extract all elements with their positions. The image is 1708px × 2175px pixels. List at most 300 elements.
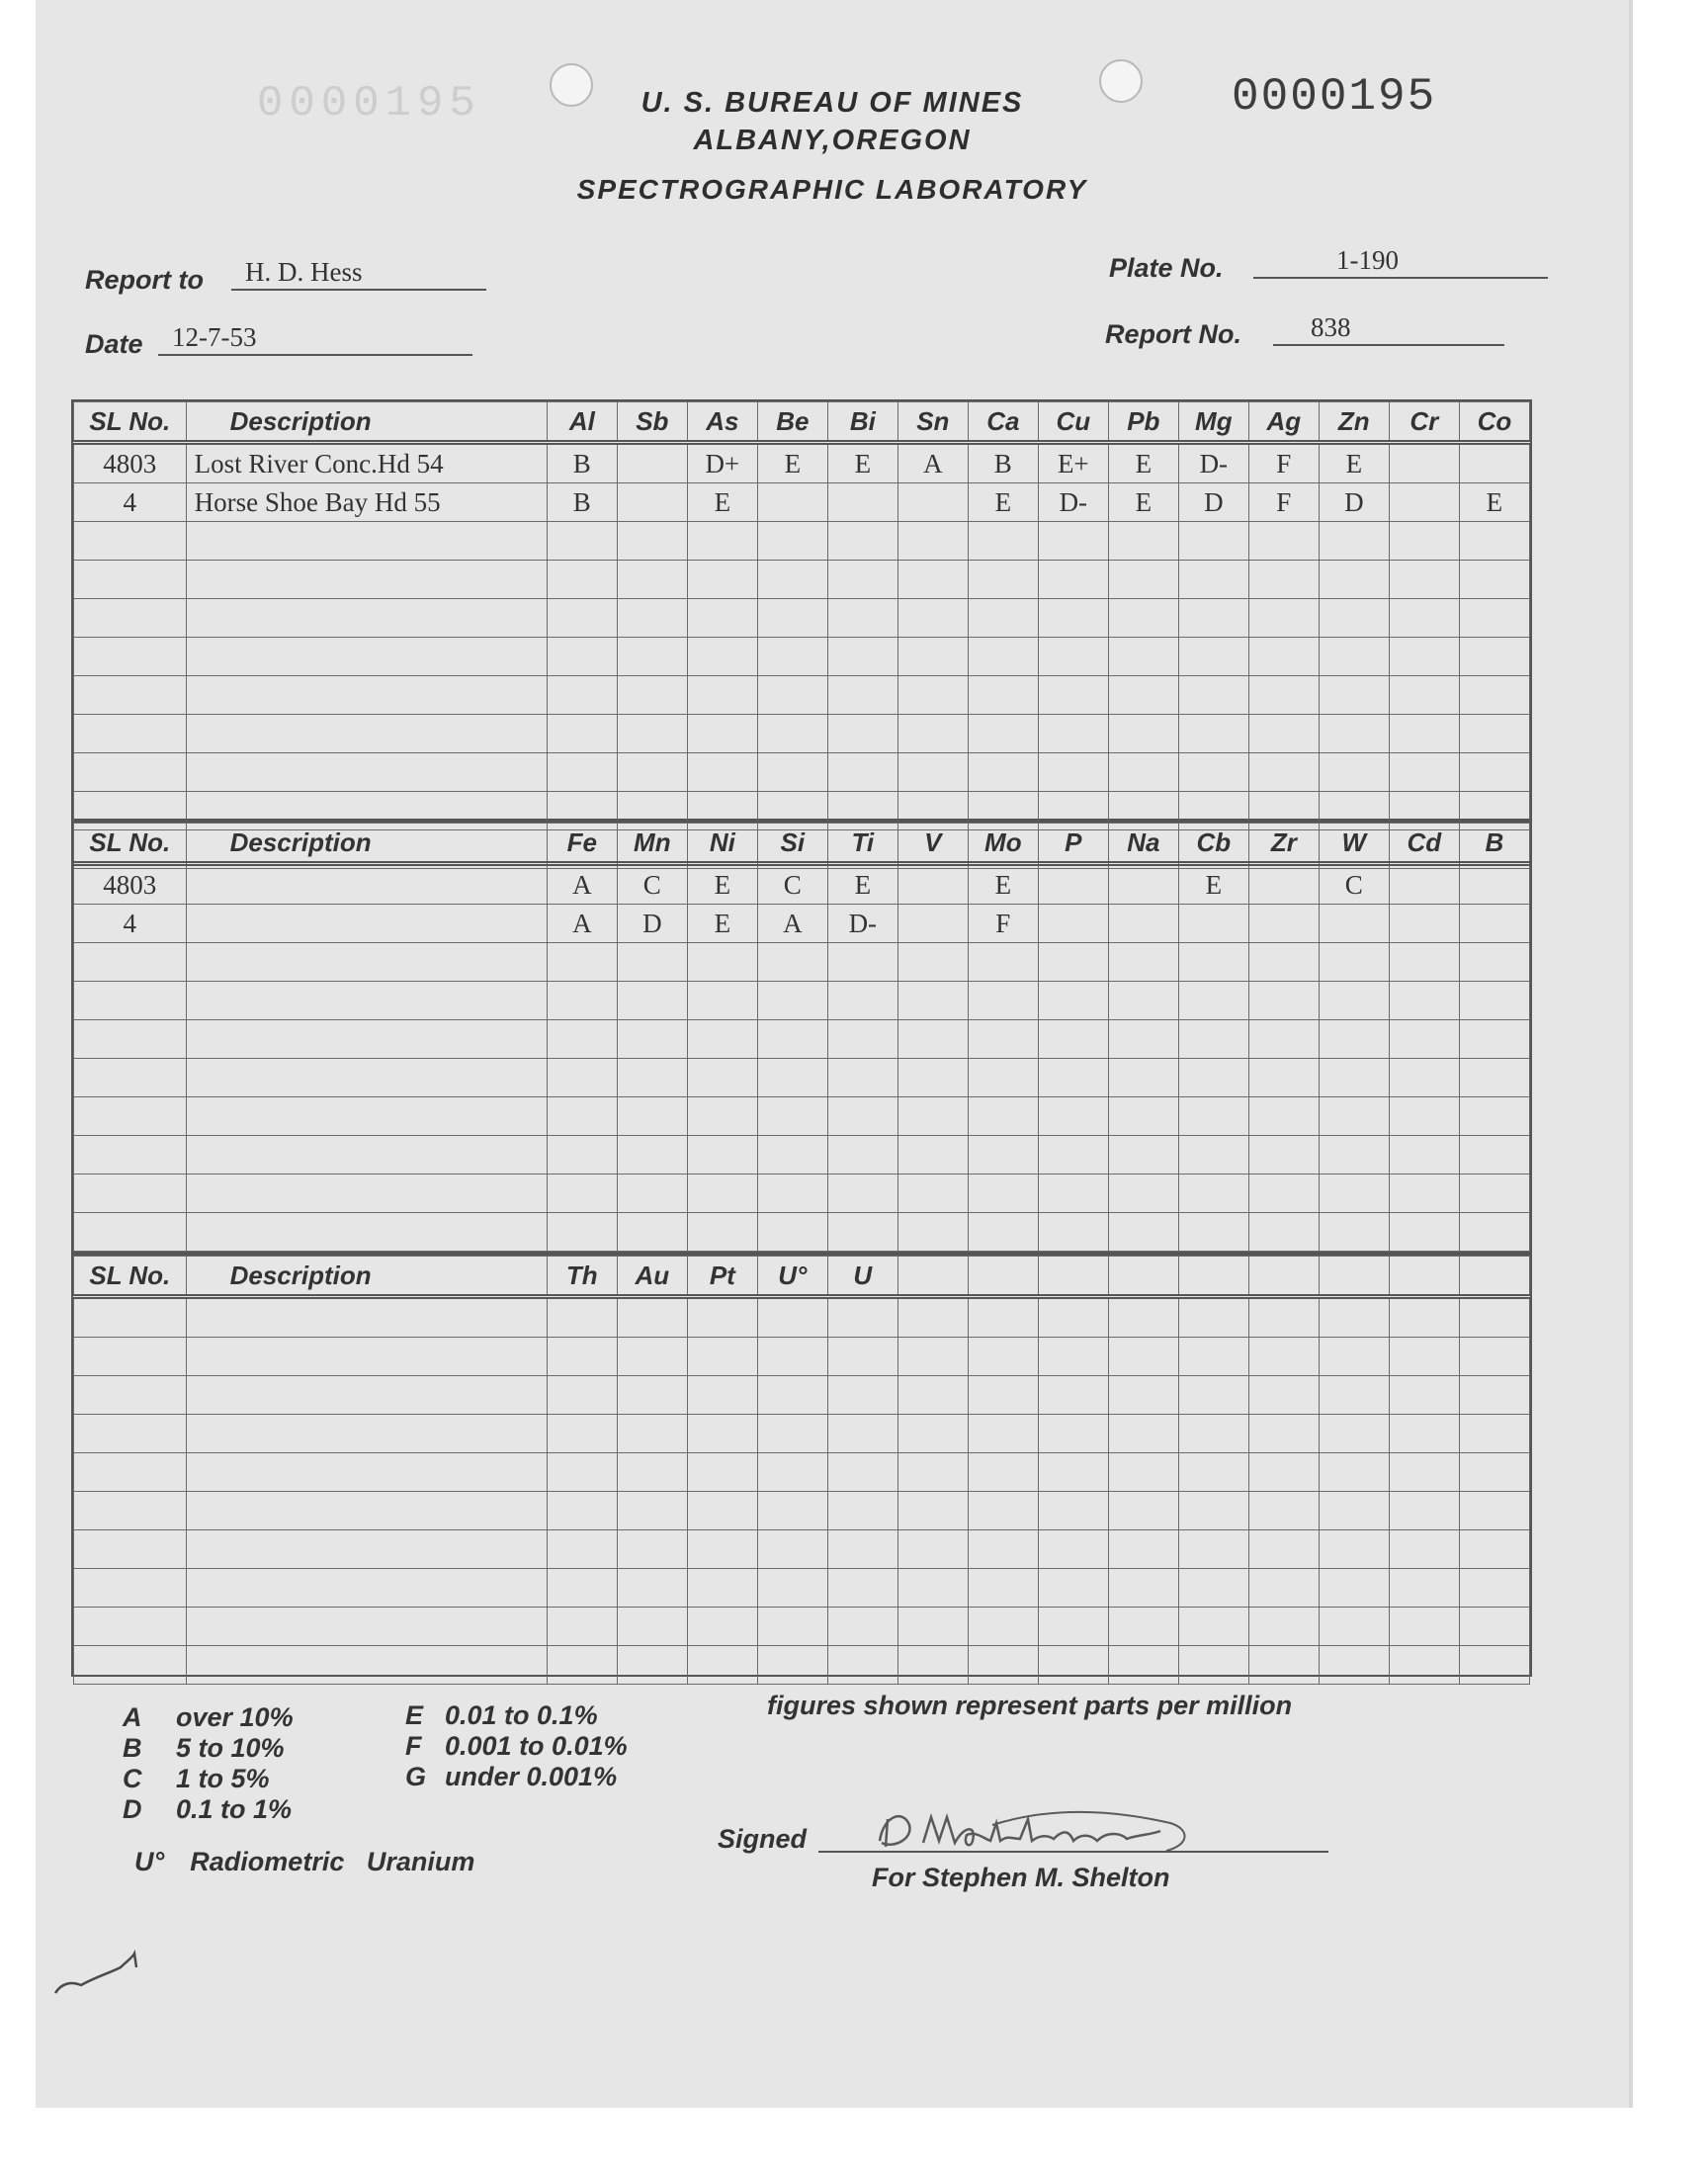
element-grade-cell (1319, 1453, 1389, 1492)
column-header (1178, 1257, 1248, 1297)
element-grade-cell (1178, 1376, 1248, 1415)
element-grade-cell (1108, 1569, 1178, 1608)
element-grade-cell (1108, 1492, 1178, 1530)
element-grade-cell (1389, 1213, 1459, 1252)
element-grade-cell: E (687, 864, 757, 905)
element-grade-cell (1319, 1530, 1389, 1569)
legend-item: C 1 to 5% (123, 1764, 270, 1793)
column-header: Description (186, 1257, 547, 1297)
element-grade-cell (1459, 1213, 1529, 1252)
element-grade-cell (1108, 1646, 1178, 1685)
column-header (1038, 1257, 1108, 1297)
element-grade-cell (827, 1136, 897, 1174)
element-grade-cell (1389, 1415, 1459, 1453)
uranium-symbol: U° (134, 1847, 165, 1876)
description-cell (186, 599, 547, 638)
element-grade-cell (1038, 1530, 1108, 1569)
element-grade-cell (617, 715, 687, 753)
results-table (73, 1256, 1530, 1685)
element-grade-cell (827, 1569, 897, 1608)
element-grade-cell (757, 1097, 827, 1136)
element-grade-cell (897, 676, 968, 715)
element-grade-cell (1178, 753, 1248, 792)
element-grade-cell (1319, 943, 1389, 982)
element-grade-cell (1459, 1297, 1529, 1338)
description-cell (186, 905, 547, 943)
element-grade-cell: D- (1038, 483, 1108, 522)
column-header: Cu (1038, 402, 1108, 443)
element-grade-cell (827, 1646, 897, 1685)
element-grade-cell (1389, 1059, 1459, 1097)
element-grade-cell (687, 1338, 757, 1376)
table-row (74, 864, 1530, 905)
element-grade-cell (1178, 1492, 1248, 1530)
element-grade-cell (1319, 982, 1389, 1020)
element-grade-cell (687, 1569, 757, 1608)
element-grade-cell: E (1178, 864, 1248, 905)
element-grade-cell (1459, 864, 1529, 905)
column-header: Cd (1389, 824, 1459, 864)
element-grade-cell (547, 1646, 617, 1685)
element-grade-cell (617, 638, 687, 676)
element-grade-cell (547, 982, 617, 1020)
element-grade-cell (547, 1097, 617, 1136)
element-grade-cell (1319, 1376, 1389, 1415)
element-grade-cell (1389, 522, 1459, 561)
sl-number-cell (74, 1213, 187, 1252)
element-grade-cell (1178, 1453, 1248, 1492)
element-grade-cell (1319, 1059, 1389, 1097)
element-grade-cell (1248, 1338, 1319, 1376)
element-grade-cell: A (547, 905, 617, 943)
description-cell (186, 1020, 547, 1059)
element-grade-cell (897, 905, 968, 943)
element-grade-cell (1108, 1376, 1178, 1415)
column-header: U (827, 1257, 897, 1297)
sl-number-cell (74, 676, 187, 715)
handwritten-signature (874, 1795, 1230, 1870)
element-grade-cell (1108, 943, 1178, 982)
element-grade-cell: B (547, 483, 617, 522)
element-grade-cell (687, 1376, 757, 1415)
element-grade-cell (968, 1213, 1038, 1252)
element-grade-cell (897, 483, 968, 522)
element-grade-cell (547, 753, 617, 792)
element-grade-cell (547, 1415, 617, 1453)
element-grade-cell (1108, 982, 1178, 1020)
element-grade-cell (1178, 1569, 1248, 1608)
element-grade-cell (897, 1608, 968, 1646)
table-secondary-elements (71, 821, 1532, 1254)
element-grade-cell: D (617, 905, 687, 943)
element-grade-cell (1459, 561, 1529, 599)
element-grade-cell (1248, 1174, 1319, 1213)
element-grade-cell (617, 483, 687, 522)
element-grade-cell (1038, 1646, 1108, 1685)
element-grade-cell (897, 522, 968, 561)
element-grade-cell (827, 1020, 897, 1059)
margin-scribble (51, 1928, 170, 2022)
element-grade-cell (897, 638, 968, 676)
column-header: Mg (1178, 402, 1248, 443)
column-header: W (1319, 824, 1389, 864)
element-grade-cell (897, 1569, 968, 1608)
element-grade-cell (687, 715, 757, 753)
sl-number-cell (74, 1646, 187, 1685)
element-grade-cell (1389, 1136, 1459, 1174)
element-grade-cell (1319, 1020, 1389, 1059)
element-grade-cell (757, 599, 827, 638)
element-grade-cell (687, 1492, 757, 1530)
element-grade-cell (757, 943, 827, 982)
results-table (73, 823, 1530, 1252)
element-grade-cell (1108, 1059, 1178, 1097)
element-grade-cell (1248, 1530, 1319, 1569)
report-number-label: Report No. (1105, 319, 1241, 349)
uranium-text: Radiometric Uranium (190, 1847, 475, 1876)
element-grade-cell (897, 1297, 968, 1338)
element-grade-cell (827, 1376, 897, 1415)
element-grade-cell (1319, 638, 1389, 676)
sl-number-cell (74, 1059, 187, 1097)
element-grade-cell (617, 1174, 687, 1213)
column-header: Au (617, 1257, 687, 1297)
element-grade-cell (757, 638, 827, 676)
table-row (74, 1020, 1530, 1059)
element-grade-cell (827, 1297, 897, 1338)
element-grade-cell (1178, 982, 1248, 1020)
sl-number-cell (74, 1174, 187, 1213)
element-grade-cell: F (1248, 483, 1319, 522)
element-grade-cell (1178, 1097, 1248, 1136)
element-grade-cell (757, 1453, 827, 1492)
table-row (74, 1297, 1530, 1338)
element-grade-cell (1389, 715, 1459, 753)
element-grade-cell (757, 1646, 827, 1685)
element-grade-cell (1389, 443, 1459, 483)
description-cell (186, 864, 547, 905)
element-grade-cell (687, 1174, 757, 1213)
element-grade-cell (1389, 561, 1459, 599)
element-grade-cell (1248, 943, 1319, 982)
description-cell (186, 1213, 547, 1252)
element-grade-cell (547, 1136, 617, 1174)
element-grade-cell (827, 638, 897, 676)
element-grade-cell (1459, 443, 1529, 483)
element-grade-cell (827, 1530, 897, 1569)
element-grade-cell (1459, 1530, 1529, 1569)
element-grade-cell (827, 715, 897, 753)
description-cell (186, 1376, 547, 1415)
element-grade-cell: E (757, 443, 827, 483)
column-header: V (897, 824, 968, 864)
column-header: Be (757, 402, 827, 443)
table-row (74, 443, 1530, 483)
element-grade-cell: C (1319, 864, 1389, 905)
element-grade-cell (617, 1608, 687, 1646)
element-grade-cell (827, 1453, 897, 1492)
lab-title: SPECTROGRAPHIC LABORATORY (576, 174, 1088, 205)
column-header: B (1459, 824, 1529, 864)
element-grade-cell (1389, 864, 1459, 905)
results-table (73, 401, 1530, 869)
element-grade-cell (1178, 715, 1248, 753)
description-cell (186, 1136, 547, 1174)
element-grade-cell (757, 1569, 827, 1608)
element-grade-cell (1459, 522, 1529, 561)
element-grade-cell (1459, 1020, 1529, 1059)
element-grade-cell (687, 561, 757, 599)
element-grade-cell (617, 1646, 687, 1685)
element-grade-cell (897, 864, 968, 905)
element-grade-cell: E (1319, 443, 1389, 483)
element-grade-cell: D (1178, 483, 1248, 522)
element-grade-cell (547, 1530, 617, 1569)
column-header: As (687, 402, 757, 443)
element-grade-cell (968, 1020, 1038, 1059)
element-grade-cell (897, 599, 968, 638)
element-grade-cell (1108, 638, 1178, 676)
date-value: 12-7-53 (158, 320, 472, 356)
element-grade-cell (968, 599, 1038, 638)
element-grade-cell (968, 1415, 1038, 1453)
element-grade-cell (1389, 676, 1459, 715)
element-grade-cell (1038, 982, 1108, 1020)
element-grade-cell (757, 1338, 827, 1376)
sl-number-cell (74, 638, 187, 676)
sl-number-cell (74, 1608, 187, 1646)
element-grade-cell (757, 1020, 827, 1059)
description-cell: Lost River Conc.Hd 54 (186, 443, 547, 483)
element-grade-cell: E (968, 483, 1038, 522)
element-grade-cell (1038, 522, 1108, 561)
element-grade-cell: D+ (687, 443, 757, 483)
element-grade-cell (1038, 561, 1108, 599)
element-grade-cell (687, 676, 757, 715)
element-grade-cell (1038, 1020, 1108, 1059)
element-grade-cell (897, 1174, 968, 1213)
column-header (968, 1257, 1038, 1297)
element-grade-cell (1108, 599, 1178, 638)
sl-number-cell (74, 1569, 187, 1608)
element-grade-cell (617, 443, 687, 483)
element-grade-cell (897, 1213, 968, 1252)
element-grade-cell (968, 943, 1038, 982)
element-grade-cell: C (617, 864, 687, 905)
element-grade-cell (1319, 676, 1389, 715)
description-cell (186, 943, 547, 982)
element-grade-cell (1248, 905, 1319, 943)
element-grade-cell (827, 1213, 897, 1252)
element-grade-cell (1319, 905, 1389, 943)
element-grade-cell (968, 1453, 1038, 1492)
description-cell (186, 676, 547, 715)
table-row (74, 905, 1530, 943)
sl-number-cell (74, 1097, 187, 1136)
element-grade-cell (1038, 1338, 1108, 1376)
element-grade-cell (1178, 638, 1248, 676)
element-grade-cell (827, 1608, 897, 1646)
element-grade-cell (1319, 1213, 1389, 1252)
element-grade-cell (827, 483, 897, 522)
element-grade-cell (757, 1530, 827, 1569)
element-grade-cell (897, 943, 968, 982)
legend-right (405, 1700, 628, 1792)
element-grade-cell: A (897, 443, 968, 483)
element-grade-cell (1038, 1415, 1108, 1453)
element-grade-cell (1459, 905, 1529, 943)
element-grade-cell (1319, 1097, 1389, 1136)
element-grade-cell (1038, 1059, 1108, 1097)
element-grade-cell (547, 943, 617, 982)
column-header: Ag (1248, 402, 1319, 443)
element-grade-cell (757, 1136, 827, 1174)
element-grade-cell (1459, 1097, 1529, 1136)
element-grade-cell (1178, 943, 1248, 982)
element-grade-cell (1319, 1492, 1389, 1530)
column-header: U° (757, 1257, 827, 1297)
element-grade-cell (1389, 943, 1459, 982)
element-grade-cell (617, 1213, 687, 1252)
element-grade-cell (897, 715, 968, 753)
element-grade-cell (1389, 1608, 1459, 1646)
header-row (74, 824, 1530, 864)
description-cell (186, 1530, 547, 1569)
column-header (1248, 1257, 1319, 1297)
bureau-title: U. S. BUREAU OF MINES (640, 87, 1024, 119)
legend-item: A over 10% (123, 1702, 294, 1732)
element-grade-cell: E (827, 443, 897, 483)
ppm-note: figures shown represent parts per million (767, 1691, 1293, 1720)
element-grade-cell (1459, 599, 1529, 638)
table-row (74, 1569, 1530, 1608)
serial-number: 0000195 (1232, 71, 1437, 123)
element-grade-cell (757, 982, 827, 1020)
element-grade-cell (1248, 676, 1319, 715)
element-grade-cell (547, 561, 617, 599)
element-grade-cell (1038, 1492, 1108, 1530)
element-grade-cell (687, 599, 757, 638)
element-grade-cell (547, 1338, 617, 1376)
element-grade-cell (757, 715, 827, 753)
element-grade-cell (1248, 1136, 1319, 1174)
element-grade-cell (617, 561, 687, 599)
element-grade-cell (1178, 1415, 1248, 1453)
element-grade-cell (687, 522, 757, 561)
column-header: Description (186, 824, 547, 864)
element-grade-cell (827, 1415, 897, 1453)
element-grade-cell (827, 1097, 897, 1136)
element-grade-cell (897, 1097, 968, 1136)
element-grade-cell (1389, 1453, 1459, 1492)
element-grade-cell (1038, 753, 1108, 792)
element-grade-cell (687, 1453, 757, 1492)
table-row (74, 1376, 1530, 1415)
element-grade-cell (1459, 1646, 1529, 1685)
element-grade-cell (968, 1174, 1038, 1213)
element-grade-cell: E (1108, 443, 1178, 483)
column-header: Mo (968, 824, 1038, 864)
element-grade-cell: E (968, 864, 1038, 905)
element-grade-cell: A (547, 864, 617, 905)
signed-for-name: For Stephen M. Shelton (872, 1863, 1170, 1892)
table-row (74, 982, 1530, 1020)
element-grade-cell (1248, 1646, 1319, 1685)
sl-number-cell (74, 1020, 187, 1059)
element-grade-cell (1459, 1492, 1529, 1530)
table-row (74, 1338, 1530, 1376)
element-grade-cell (1178, 676, 1248, 715)
element-grade-cell (1178, 1213, 1248, 1252)
element-grade-cell: E (687, 905, 757, 943)
element-grade-cell (827, 1338, 897, 1376)
column-header: Al (547, 402, 617, 443)
element-grade-cell (1178, 905, 1248, 943)
description-cell (186, 1569, 547, 1608)
element-grade-cell (1038, 1297, 1108, 1338)
sl-number-cell (74, 1376, 187, 1415)
element-grade-cell (827, 676, 897, 715)
element-grade-cell (1248, 1453, 1319, 1492)
element-grade-cell (547, 522, 617, 561)
element-grade-cell (968, 638, 1038, 676)
element-grade-cell (1319, 1608, 1389, 1646)
element-grade-cell (757, 753, 827, 792)
element-grade-cell (687, 1020, 757, 1059)
table-row (74, 522, 1530, 561)
element-grade-cell (757, 561, 827, 599)
element-grade-cell (687, 638, 757, 676)
element-grade-cell (827, 982, 897, 1020)
report-number-value: 838 (1273, 310, 1504, 346)
element-grade-cell (757, 1297, 827, 1338)
description-cell (186, 982, 547, 1020)
element-grade-cell (1248, 522, 1319, 561)
element-grade-cell (687, 1213, 757, 1252)
header-row (74, 402, 1530, 443)
element-grade-cell (1389, 638, 1459, 676)
element-grade-cell (1178, 1608, 1248, 1646)
element-grade-cell (617, 1136, 687, 1174)
element-grade-cell: E+ (1038, 443, 1108, 483)
element-grade-cell (897, 982, 968, 1020)
element-grade-cell (1319, 753, 1389, 792)
element-grade-cell (897, 1020, 968, 1059)
element-grade-cell (757, 1213, 827, 1252)
element-grade-cell (1038, 1136, 1108, 1174)
element-grade-cell (1248, 753, 1319, 792)
table-row (74, 1608, 1530, 1646)
date-label: Date (85, 329, 143, 359)
element-grade-cell (617, 1415, 687, 1453)
element-grade-cell (1248, 1492, 1319, 1530)
element-grade-cell (1389, 1338, 1459, 1376)
element-grade-cell (617, 1569, 687, 1608)
element-grade-cell (1108, 561, 1178, 599)
element-grade-cell (1319, 599, 1389, 638)
column-header: SL No. (74, 824, 187, 864)
table-row (74, 1415, 1530, 1453)
sl-number-cell: 4803 (74, 443, 187, 483)
element-grade-cell (1038, 1608, 1108, 1646)
element-grade-cell (1248, 1059, 1319, 1097)
element-grade-cell (1319, 715, 1389, 753)
column-header: Mn (617, 824, 687, 864)
description-cell (186, 1097, 547, 1136)
element-grade-cell (617, 1530, 687, 1569)
element-grade-cell (687, 753, 757, 792)
element-grade-cell (1038, 638, 1108, 676)
